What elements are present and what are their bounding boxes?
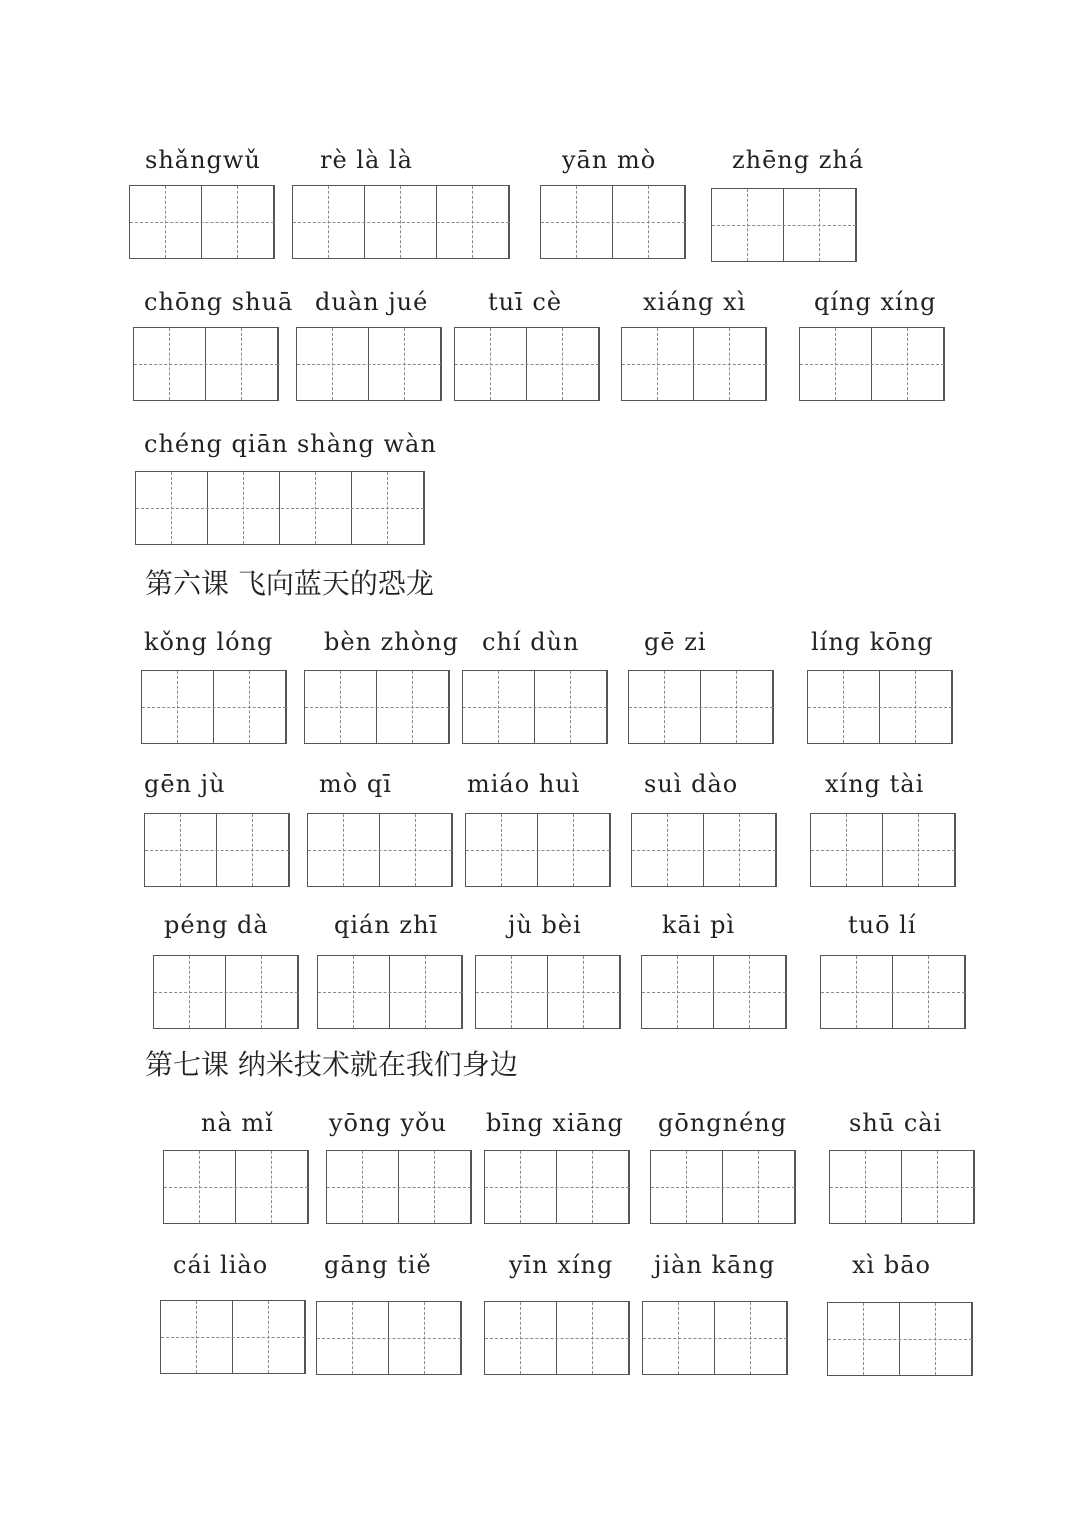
pinyin-label: xì bāo (852, 1251, 931, 1279)
character-grid[interactable] (326, 1150, 472, 1224)
character-grid[interactable] (484, 1301, 630, 1375)
pinyin-label: jù bèi (508, 911, 582, 939)
character-grid[interactable] (135, 471, 425, 545)
character-grid[interactable] (484, 1150, 630, 1224)
character-grid[interactable] (141, 670, 287, 744)
character-grid[interactable] (153, 955, 299, 1029)
character-grid[interactable] (650, 1150, 796, 1224)
character-grid[interactable] (807, 670, 953, 744)
pinyin-label: qíng xíng (814, 288, 937, 316)
pinyin-label: jiàn kāng (654, 1251, 776, 1279)
character-grid[interactable] (829, 1150, 975, 1224)
character-grid[interactable] (621, 327, 767, 401)
pinyin-label: cái liào (173, 1251, 269, 1279)
pinyin-label: péng dà (164, 911, 269, 939)
section-title: 第六课 飞向蓝天的恐龙 (145, 567, 434, 600)
pinyin-label: suì dào (644, 770, 739, 798)
character-grid[interactable] (129, 185, 275, 259)
character-grid[interactable] (820, 955, 966, 1029)
character-grid[interactable] (292, 185, 510, 259)
character-grid[interactable] (631, 813, 777, 887)
pinyin-label: bèn zhòng (324, 628, 460, 656)
character-grid[interactable] (316, 1301, 462, 1375)
character-grid[interactable] (304, 670, 450, 744)
pinyin-label: zhēng zhá (732, 146, 865, 174)
character-grid[interactable] (133, 327, 279, 401)
pinyin-label: líng kōng (811, 628, 934, 656)
character-grid[interactable] (296, 327, 442, 401)
pinyin-label: tuō lí (848, 911, 917, 939)
pinyin-label: miáo huì (467, 770, 581, 798)
character-grid[interactable] (454, 327, 600, 401)
character-grid[interactable] (465, 813, 611, 887)
character-grid[interactable] (711, 188, 857, 262)
pinyin-label: shǎngwǔ (145, 146, 261, 174)
pinyin-label: gāng tiě (324, 1251, 432, 1279)
pinyin-label: shū cài (849, 1109, 943, 1137)
character-grid[interactable] (628, 670, 774, 744)
pinyin-label: tuī cè (488, 288, 563, 316)
character-grid[interactable] (163, 1150, 309, 1224)
pinyin-label: gē zi (644, 628, 707, 656)
character-grid[interactable] (641, 955, 787, 1029)
character-grid[interactable] (462, 670, 608, 744)
pinyin-label: gēn jù (144, 770, 226, 798)
character-grid[interactable] (540, 185, 686, 259)
pinyin-label: chéng qiān shàng wàn (144, 430, 437, 458)
pinyin-label: gōngnéng (658, 1109, 788, 1137)
character-grid[interactable] (827, 1302, 973, 1376)
character-grid[interactable] (810, 813, 956, 887)
character-grid[interactable] (642, 1301, 788, 1375)
character-grid[interactable] (317, 955, 463, 1029)
pinyin-label: chōng shuā (144, 288, 294, 316)
character-grid[interactable] (307, 813, 453, 887)
pinyin-label: qián zhī (334, 911, 439, 939)
pinyin-label: mò qī (319, 770, 392, 798)
pinyin-label: xiáng xì (643, 288, 747, 316)
pinyin-label: kāi pì (662, 911, 736, 939)
pinyin-label: chí dùn (482, 628, 580, 656)
character-grid[interactable] (799, 327, 945, 401)
pinyin-label: duàn jué (315, 288, 429, 316)
pinyin-label: nà mǐ (201, 1109, 274, 1137)
pinyin-label: rè là là (320, 146, 413, 174)
pinyin-label: yōng yǒu (329, 1109, 447, 1137)
pinyin-label: yīn xíng (509, 1251, 614, 1279)
pinyin-label: bīng xiāng (486, 1109, 624, 1137)
character-grid[interactable] (144, 813, 290, 887)
character-grid[interactable] (475, 955, 621, 1029)
pinyin-label: xíng tài (825, 770, 925, 798)
pinyin-label: yān mò (562, 146, 657, 174)
character-grid[interactable] (160, 1300, 306, 1374)
pinyin-label: kǒng lóng (144, 628, 274, 656)
section-title: 第七课 纳米技术就在我们身边 (145, 1048, 518, 1081)
